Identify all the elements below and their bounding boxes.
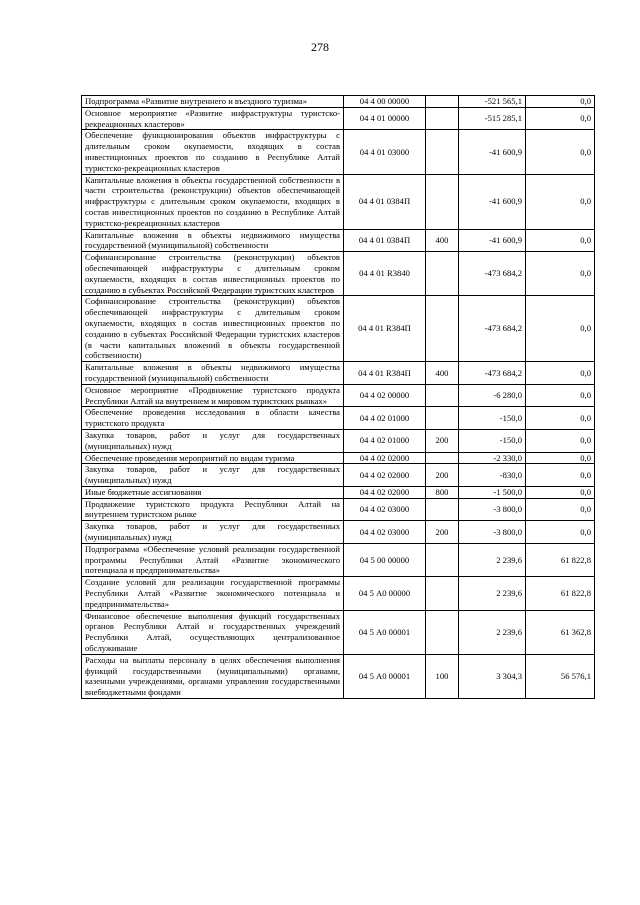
- row-type-cell: [426, 407, 459, 430]
- row-amount1-cell: -3 800,0: [459, 521, 526, 544]
- row-amount2-cell: 0,0: [526, 252, 595, 296]
- row-amount1-cell: -3 800,0: [459, 498, 526, 521]
- row-type-cell: [426, 452, 459, 464]
- table-row: [82, 229, 595, 252]
- row-amount2-cell: 61 822,8: [526, 543, 595, 576]
- row-amount2-cell: 0,0: [526, 107, 595, 130]
- table-row: [82, 174, 595, 229]
- row-amount1-cell: -473 684,2: [459, 252, 526, 296]
- row-name-cell: Основное мероприятие «Развитие инфраструктуры туристско-рекреационных кластеров»: [82, 107, 344, 130]
- row-type-cell: 200: [426, 521, 459, 544]
- table-row: [82, 130, 595, 174]
- row-amount1-cell: -150,0: [459, 407, 526, 430]
- row-name-cell: Иные бюджетные ассигнования: [82, 486, 344, 498]
- row-type-cell: [426, 577, 459, 610]
- row-type-cell: [426, 130, 459, 174]
- row-amount1-cell: 3 304,3: [459, 654, 526, 698]
- table-row: [82, 610, 595, 654]
- table-row: [82, 543, 595, 576]
- row-name-cell: Закупка товаров, работ и услуг для государственных (муниципальных) нужд: [82, 429, 344, 452]
- row-type-cell: 200: [426, 464, 459, 487]
- row-amount1-cell: -473 684,2: [459, 362, 526, 385]
- row-name-cell: Софинансирование строительства (реконструкции) объектов обеспечивающей инфраструктуры с длительным сроком окупаемости, входящих в состав инвестиционных проектов по созданию в субъектах Российской Федерации туристских кластеров: [82, 252, 344, 296]
- row-name-cell: Создание условий для реализации государственной программы Республики Алтай «Развитие экономического потенциала и предпринимательства»: [82, 577, 344, 610]
- row-amount1-cell: -41 600,9: [459, 130, 526, 174]
- row-type-cell: [426, 498, 459, 521]
- row-amount1-cell: -2 330,0: [459, 452, 526, 464]
- row-code-cell: 04 4 02 02000: [344, 452, 426, 464]
- row-type-cell: [426, 543, 459, 576]
- row-code-cell: 04 5 А0 00000: [344, 577, 426, 610]
- table-row: [82, 486, 595, 498]
- row-code-cell: 04 4 01 R3840: [344, 252, 426, 296]
- table-row: [82, 407, 595, 430]
- page-number: 278: [311, 40, 329, 54]
- row-type-cell: [426, 174, 459, 229]
- row-code-cell: 04 4 01 00000: [344, 107, 426, 130]
- table-row: [82, 577, 595, 610]
- row-amount2-cell: 0,0: [526, 464, 595, 487]
- table-row: [82, 296, 595, 362]
- row-code-cell: 04 5 00 00000: [344, 543, 426, 576]
- row-type-cell: 400: [426, 229, 459, 252]
- table-row: [82, 429, 595, 452]
- table-row: [82, 252, 595, 296]
- row-amount2-cell: 0,0: [526, 521, 595, 544]
- row-code-cell: 04 4 01 0384П: [344, 229, 426, 252]
- row-amount2-cell: 0,0: [526, 130, 595, 174]
- table-row: [82, 107, 595, 130]
- row-name-cell: Подпрограмма «Обеспечение условий реализации государственной программы Республики Алтай «Развитие экономического потенциала и предпринимательства»: [82, 543, 344, 576]
- row-name-cell: Обеспечение проведения мероприятий по видам туризма: [82, 452, 344, 464]
- table-row: [82, 464, 595, 487]
- row-amount1-cell: -473 684,2: [459, 296, 526, 362]
- row-name-cell: Финансовое обеспечение выполнения функций государственных органов Республики Алтай и государственных учреждений Республики Алтай, осуществляющих централизованное обслуживание: [82, 610, 344, 654]
- row-type-cell: 400: [426, 362, 459, 385]
- row-amount2-cell: 0,0: [526, 296, 595, 362]
- row-name-cell: Закупка товаров, работ и услуг для государственных (муниципальных) нужд: [82, 464, 344, 487]
- row-amount1-cell: -6 280,0: [459, 384, 526, 407]
- row-name-cell: Закупка товаров, работ и услуг для государственных (муниципальных) нужд: [82, 521, 344, 544]
- row-amount1-cell: -41 600,9: [459, 229, 526, 252]
- row-type-cell: [426, 384, 459, 407]
- table-row: [82, 96, 595, 108]
- row-name-cell: Продвижение туристского продукта Республики Алтай на внутреннем туристском рынке: [82, 498, 344, 521]
- row-amount2-cell: 61 362,8: [526, 610, 595, 654]
- row-amount1-cell: -830,0: [459, 464, 526, 487]
- table-row: [82, 452, 595, 464]
- row-type-cell: 800: [426, 486, 459, 498]
- table-row: [82, 362, 595, 385]
- row-name-cell: Расходы на выплаты персоналу в целях обеспечения выполнения функций государственными (муниципальными) органами, казенными учреждениями, органами управления государственными внебюджетными фондами: [82, 654, 344, 698]
- row-name-cell: Подпрограмма «Развитие внутреннего и въездного туризма»: [82, 96, 344, 108]
- row-code-cell: 04 4 02 03000: [344, 498, 426, 521]
- row-name-cell: Капитальные вложения в объекты недвижимого имущества государственной (муниципальной) собственности: [82, 362, 344, 385]
- row-name-cell: Софинансирование строительства (реконструкции) объектов обеспечивающей инфраструктуры с длительным сроком окупаемости, входящих в состав инвестиционных проектов по созданию в субъектах Российской Федерации туристских кластеров (в части капитальных вложений в объекты государственной собственности): [82, 296, 344, 362]
- row-code-cell: 04 5 А0 00001: [344, 654, 426, 698]
- row-amount1-cell: 2 239,6: [459, 610, 526, 654]
- row-amount2-cell: 0,0: [526, 96, 595, 108]
- row-amount1-cell: -515 285,1: [459, 107, 526, 130]
- row-amount1-cell: -1 500,0: [459, 486, 526, 498]
- row-amount1-cell: -521 565,1: [459, 96, 526, 108]
- row-amount2-cell: 0,0: [526, 452, 595, 464]
- row-amount2-cell: 0,0: [526, 407, 595, 430]
- row-amount2-cell: 61 822,8: [526, 577, 595, 610]
- row-code-cell: 04 4 01 03000: [344, 130, 426, 174]
- row-code-cell: 04 4 02 03000: [344, 521, 426, 544]
- row-amount2-cell: 0,0: [526, 174, 595, 229]
- row-amount2-cell: 0,0: [526, 229, 595, 252]
- row-code-cell: 04 5 А0 00001: [344, 610, 426, 654]
- row-amount2-cell: 0,0: [526, 384, 595, 407]
- row-code-cell: 04 4 02 00000: [344, 384, 426, 407]
- table-row: [82, 498, 595, 521]
- row-amount2-cell: 0,0: [526, 486, 595, 498]
- row-code-cell: 04 4 02 02000: [344, 486, 426, 498]
- row-name-cell: Обеспечение функционирования объектов инфраструктуры с длительным сроком окупаемости, входящих в состав инвестиционных проектов по созданию в Республике Алтай туристско-рекреационных кластеров: [82, 130, 344, 174]
- row-name-cell: Капитальные вложения в объекты государственной собственности в части строительства (реконструкции) объектов обеспечивающей инфраструктуры с длительным сроком окупаемости, входящих в состав инвестиционных проектов по созданию в Республике Алтай туристско-рекреационных кластеров: [82, 174, 344, 229]
- row-code-cell: 04 4 01 R384П: [344, 362, 426, 385]
- table-row: [82, 521, 595, 544]
- row-code-cell: 04 4 01 0384П: [344, 174, 426, 229]
- row-type-cell: [426, 252, 459, 296]
- row-type-cell: [426, 96, 459, 108]
- row-code-cell: 04 4 00 00000: [344, 96, 426, 108]
- row-code-cell: 04 4 02 02000: [344, 464, 426, 487]
- row-type-cell: 100: [426, 654, 459, 698]
- row-name-cell: Обеспечение проведения исследования в области качества туристского продукта: [82, 407, 344, 430]
- budget-table: [81, 95, 595, 699]
- row-code-cell: 04 4 01 R384П: [344, 296, 426, 362]
- row-amount1-cell: -41 600,9: [459, 174, 526, 229]
- row-amount2-cell: 0,0: [526, 498, 595, 521]
- table-row: [82, 384, 595, 407]
- row-code-cell: 04 4 02 01000: [344, 429, 426, 452]
- row-amount2-cell: 56 576,1: [526, 654, 595, 698]
- row-type-cell: 200: [426, 429, 459, 452]
- row-code-cell: 04 4 02 01000: [344, 407, 426, 430]
- row-type-cell: [426, 296, 459, 362]
- row-type-cell: [426, 610, 459, 654]
- row-amount2-cell: 0,0: [526, 362, 595, 385]
- table-row: [82, 654, 595, 698]
- row-name-cell: Капитальные вложения в объекты недвижимого имущества государственной (муниципальной) собственности: [82, 229, 344, 252]
- row-amount1-cell: 2 239,6: [459, 577, 526, 610]
- row-amount1-cell: 2 239,6: [459, 543, 526, 576]
- row-amount1-cell: -150,0: [459, 429, 526, 452]
- row-name-cell: Основное мероприятие «Продвижение туристского продукта Республики Алтай на внутреннем и мировом туристских рынках»: [82, 384, 344, 407]
- row-type-cell: [426, 107, 459, 130]
- row-amount2-cell: 0,0: [526, 429, 595, 452]
